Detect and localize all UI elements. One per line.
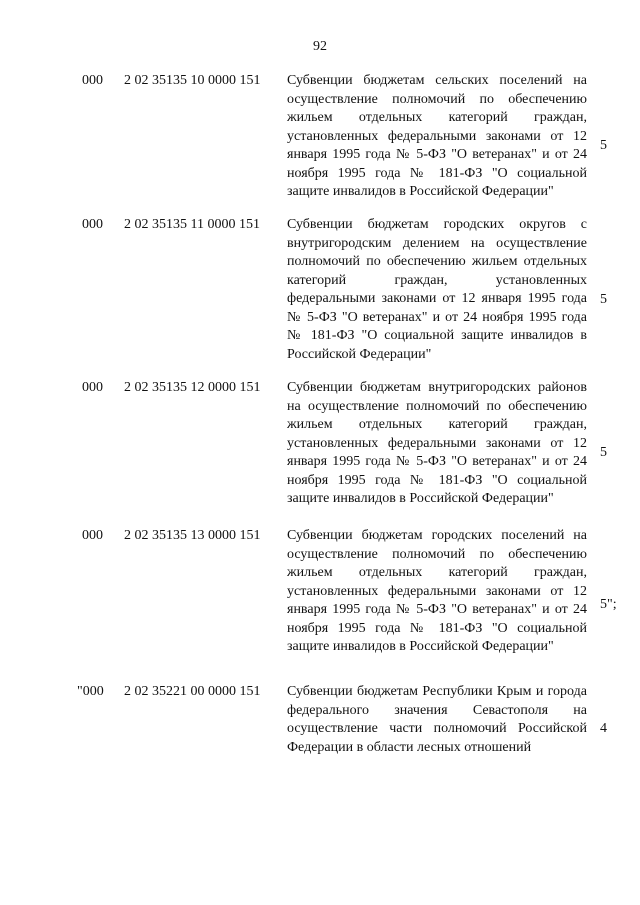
admin-code: 000	[82, 73, 103, 88]
admin-code: 000	[82, 217, 103, 232]
row-value: 5";	[600, 597, 617, 612]
row-description: Субвенции бюджетам городских округов с внутригородским делением на осуществление полномочий по обеспечению жильем отдельных категорий граждан, установленных федеральными законами от 12 января 1995 года № 5-ФЗ "О ветеранах" и от 24 ноября 1995 года № 181-ФЗ "О социальной защите инвалидов в Российской Федерации"	[287, 217, 587, 362]
budget-classification-code: 2 02 35135 13 0000 151	[124, 528, 261, 543]
row-description: Субвенции бюджетам городских поселений на осуществление полномочий по обеспечению жильем отдельных категорий граждан, установленных федеральными законами от 12 января 1995 года № 5-ФЗ "О ветеранах" и от 24 ноября 1995 года № 181-ФЗ "О социальной защите инвалидов в Российской Федерации"	[287, 528, 587, 654]
budget-classification-code: 2 02 35135 11 0000 151	[124, 217, 260, 232]
admin-code: 000	[82, 528, 103, 543]
row-description: Субвенции бюджетам Республики Крым и города федерального значения Севастополя на осуществление части полномочий Российской Федерации в области лесных отношений	[287, 684, 587, 755]
budget-classification-code: 2 02 35221 00 0000 151	[124, 684, 261, 699]
row-value: 5	[600, 138, 607, 153]
budget-classification-code: 2 02 35135 12 0000 151	[124, 380, 261, 395]
page-number: 92	[313, 39, 327, 54]
admin-code: "000	[77, 684, 104, 699]
admin-code: 000	[82, 380, 103, 395]
row-value: 4	[600, 721, 607, 736]
row-value: 5	[600, 292, 607, 307]
row-value: 5	[600, 445, 607, 460]
budget-classification-code: 2 02 35135 10 0000 151	[124, 73, 261, 88]
row-description: Субвенции бюджетам сельских поселений на осуществление полномочий по обеспечению жильем отдельных категорий граждан, установленных федеральными законами от 12 января 1995 года № 5-ФЗ "О ветеранах" и от 24 ноября 1995 года № 181-ФЗ "О социальной защите инвалидов в Российской Федерации"	[287, 73, 587, 199]
row-description: Субвенции бюджетам внутригородских районов на осуществление полномочий по обеспечению жильем отдельных категорий граждан, установленных федеральными законами от 12 января 1995 года № 5-ФЗ "О ветеранах" и от 24 ноября 1995 года № 181-ФЗ "О социальной защите инвалидов в Российской Федерации"	[287, 380, 587, 506]
